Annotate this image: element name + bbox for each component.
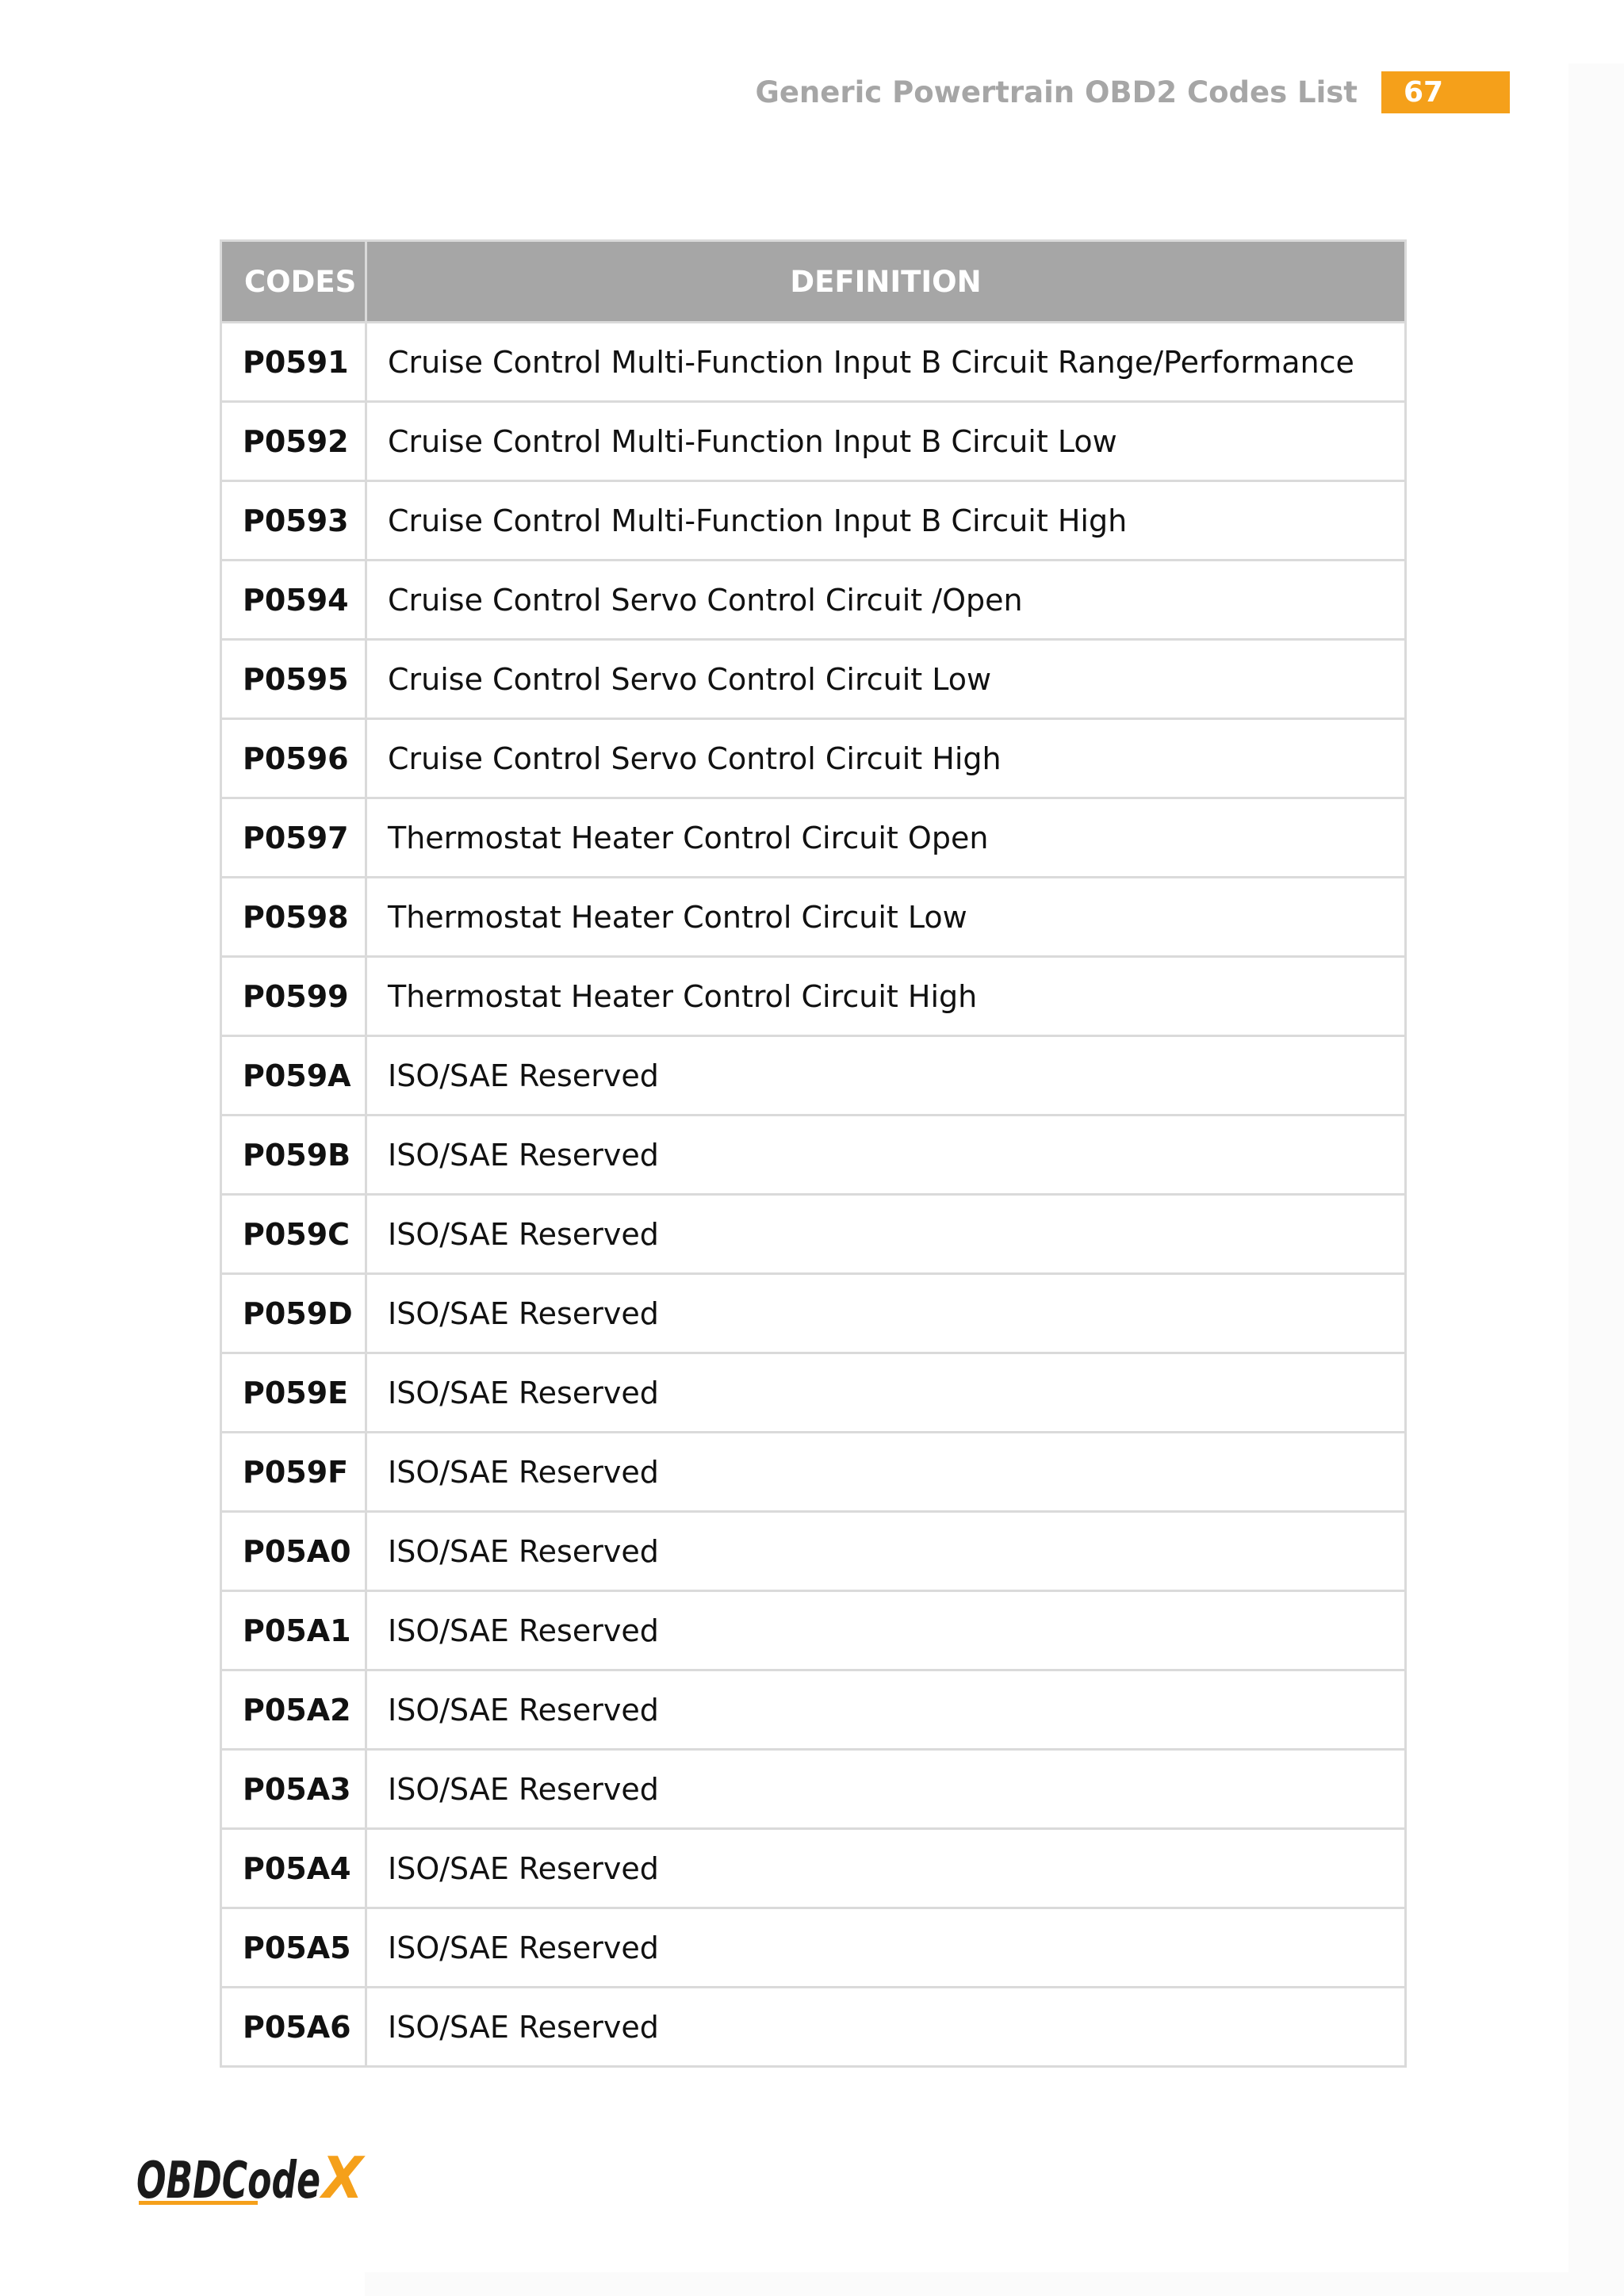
codes-table <box>220 239 1407 2068</box>
code-cell: P0593 <box>221 481 366 561</box>
table-row <box>221 878 1406 957</box>
code-cell: P05A4 <box>221 1829 366 1908</box>
code-cell: P0595 <box>221 640 366 719</box>
code-cell: P05A0 <box>221 1512 366 1591</box>
code-cell: P059B <box>221 1115 366 1195</box>
definition-cell: ISO/SAE Reserved <box>366 1908 1406 1988</box>
definition-cell: ISO/SAE Reserved <box>366 1195 1406 1274</box>
code-cell: P059E <box>221 1353 366 1433</box>
code-cell: P05A3 <box>221 1750 366 1829</box>
definition-cell: ISO/SAE Reserved <box>366 1591 1406 1670</box>
table-header-row <box>221 241 1406 323</box>
definition-cell: ISO/SAE Reserved <box>366 1353 1406 1433</box>
definition-cell: Cruise Control Multi-Function Input B Circuit Range/Performance <box>366 323 1406 402</box>
table-row <box>221 957 1406 1036</box>
table-row <box>221 719 1406 798</box>
logo-wordmark: OBDCode <box>136 2152 320 2210</box>
code-cell: P0592 <box>221 402 366 481</box>
page-header <box>755 71 1510 113</box>
table-row <box>221 1591 1406 1670</box>
column-header-codes: CODES <box>221 241 366 323</box>
definition-cell: Thermostat Heater Control Circuit Low <box>366 878 1406 957</box>
code-cell: P0597 <box>221 798 366 878</box>
table-row <box>221 1908 1406 1988</box>
table-row <box>221 481 1406 561</box>
code-cell: P05A5 <box>221 1908 366 1988</box>
code-cell: P05A2 <box>221 1670 366 1750</box>
code-cell: P0598 <box>221 878 366 957</box>
code-cell: P0599 <box>221 957 366 1036</box>
code-cell: P05A1 <box>221 1591 366 1670</box>
definition-cell: ISO/SAE Reserved <box>366 1115 1406 1195</box>
definition-cell: ISO/SAE Reserved <box>366 1670 1406 1750</box>
table-row <box>221 1988 1406 2067</box>
code-cell: P0591 <box>221 323 366 402</box>
code-cell: P059F <box>221 1433 366 1512</box>
obdcodex-logo <box>136 2149 374 2212</box>
definition-cell: ISO/SAE Reserved <box>366 1988 1406 2067</box>
column-header-definition: DEFINITION <box>366 241 1406 323</box>
definition-cell: Cruise Control Multi-Function Input B Circuit High <box>366 481 1406 561</box>
table-row <box>221 1274 1406 1353</box>
definition-cell: ISO/SAE Reserved <box>366 1036 1406 1115</box>
table-row <box>221 1829 1406 1908</box>
definition-cell: Cruise Control Servo Control Circuit High <box>366 719 1406 798</box>
code-cell: P059C <box>221 1195 366 1274</box>
code-cell: P0594 <box>221 561 366 640</box>
table-row <box>221 1750 1406 1829</box>
definition-cell: ISO/SAE Reserved <box>366 1512 1406 1591</box>
code-cell: P059D <box>221 1274 366 1353</box>
table-row <box>221 1433 1406 1512</box>
table-row <box>221 402 1406 481</box>
definition-cell: ISO/SAE Reserved <box>366 1829 1406 1908</box>
table-row <box>221 798 1406 878</box>
table-row <box>221 1353 1406 1433</box>
definition-cell: Thermostat Heater Control Circuit Open <box>366 798 1406 878</box>
definition-cell: ISO/SAE Reserved <box>366 1750 1406 1829</box>
table-row <box>221 1195 1406 1274</box>
table-row <box>221 323 1406 402</box>
document-title: Generic Powertrain OBD2 Codes List <box>755 75 1358 109</box>
table-row <box>221 1512 1406 1591</box>
table-row <box>221 1115 1406 1195</box>
definition-cell: Cruise Control Servo Control Circuit Low <box>366 640 1406 719</box>
definition-cell: ISO/SAE Reserved <box>366 1433 1406 1512</box>
code-cell: P05A6 <box>221 1988 366 2067</box>
code-cell: P059A <box>221 1036 366 1115</box>
page-edge <box>1568 63 1624 2296</box>
definition-cell: Thermostat Heater Control Circuit High <box>366 957 1406 1036</box>
logo-accent-letter: X <box>319 2149 366 2211</box>
logo-graphic <box>136 2149 374 2212</box>
definition-cell: Cruise Control Servo Control Circuit /Open <box>366 561 1406 640</box>
page-edge-bottom <box>365 2272 1624 2296</box>
definition-cell: Cruise Control Multi-Function Input B Circuit Low <box>366 402 1406 481</box>
table-body <box>221 323 1406 2067</box>
table-row <box>221 1036 1406 1115</box>
table-row <box>221 1670 1406 1750</box>
page-number-badge: 67 <box>1381 71 1510 113</box>
table-row <box>221 561 1406 640</box>
definition-cell: ISO/SAE Reserved <box>366 1274 1406 1353</box>
table-row <box>221 640 1406 719</box>
code-cell: P0596 <box>221 719 366 798</box>
